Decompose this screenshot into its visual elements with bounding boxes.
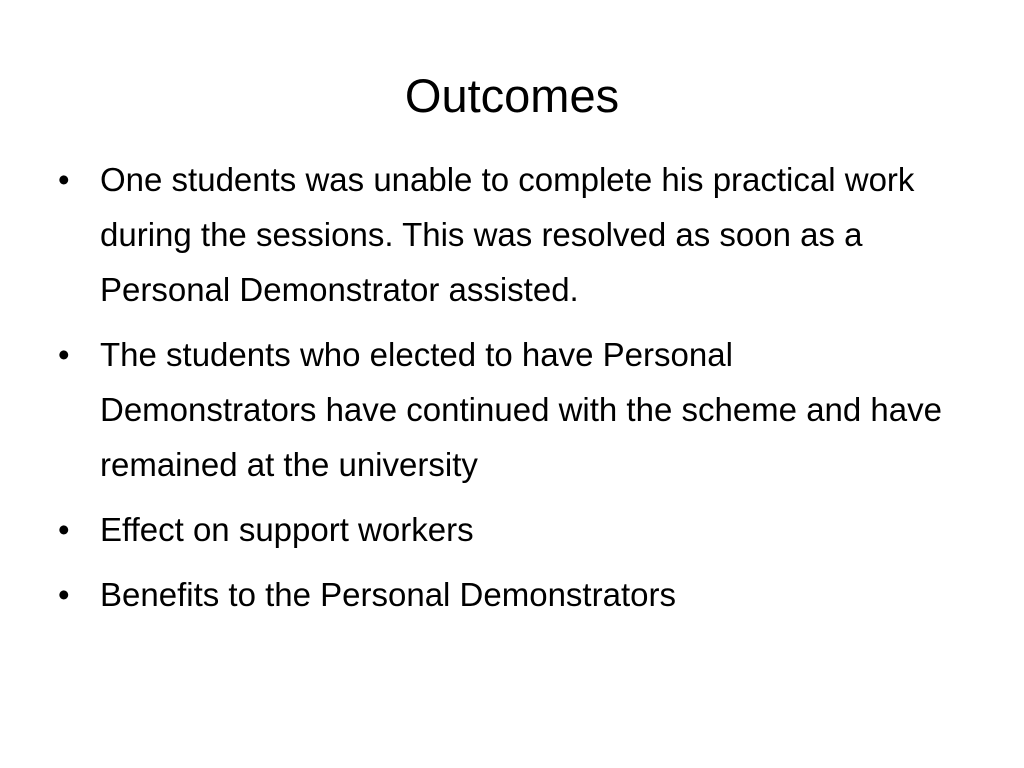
bullet-dot-icon: •	[58, 336, 70, 373]
bullet-dot-icon: •	[58, 576, 70, 613]
bullet-item	[50, 502, 950, 557]
bullet-text: The students who elected to have Personal Demonstrators have continued with the scheme and have remained at the university	[100, 336, 942, 483]
bullet-dot-icon: •	[58, 161, 70, 198]
bullet-item	[50, 327, 950, 492]
bullet-text: Benefits to the Personal Demonstrators	[100, 576, 676, 613]
bullet-list	[50, 152, 950, 632]
bullet-item	[50, 152, 950, 317]
bullet-dot-icon: •	[58, 511, 70, 548]
bullet-text: One students was unable to complete his practical work during the sessions. This was resolved as soon as a Personal Demonstrator assisted.	[100, 161, 915, 308]
bullet-text: Effect on support workers	[100, 511, 474, 548]
slide-title: Outcomes	[404, 69, 620, 122]
bullet-item	[50, 567, 950, 622]
